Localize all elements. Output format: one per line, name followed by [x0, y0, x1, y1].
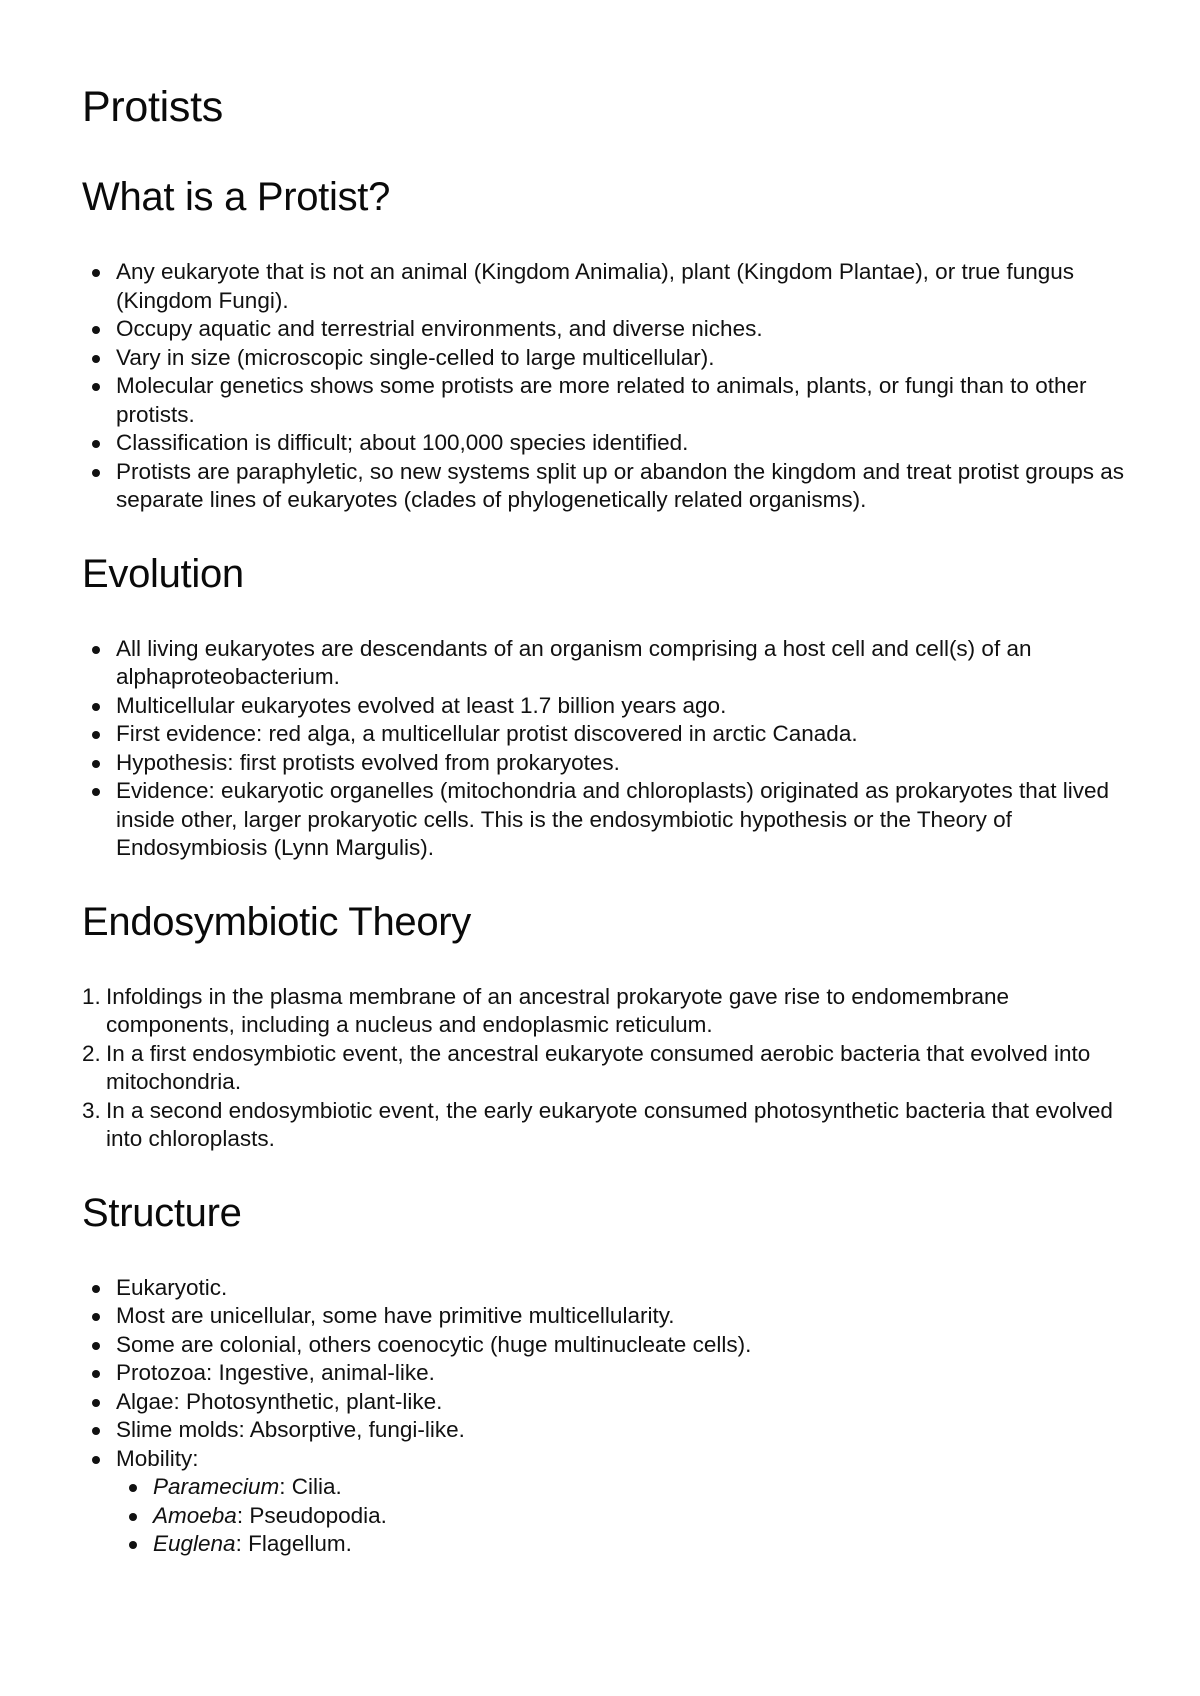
organism-name: Amoeba	[153, 1502, 237, 1528]
sublist-item	[153, 1473, 1142, 1502]
list-item-text: Mobility:	[116, 1445, 199, 1471]
numbered-list-item	[82, 1097, 1142, 1154]
list-item: Occupy aquatic and terrestrial environments, and diverse niches.	[116, 315, 1142, 344]
list-item: Slime molds: Absorptive, fungi-like.	[116, 1416, 1142, 1445]
endosymbiotic-steps-list	[82, 983, 1142, 1154]
section-heading-structure: Structure	[82, 1190, 242, 1235]
list-item: Protists are paraphyletic, so new systems split up or abandon the kingdom and treat protist groups as separate lines of eukaryotes (clades of phylogenetically related organisms).	[116, 458, 1142, 515]
numbered-list-item	[82, 983, 1142, 1040]
list-item: Classification is difficult; about 100,000 species identified.	[116, 429, 1142, 458]
organism-name: Paramecium	[153, 1474, 280, 1499]
what-is-protist-list	[82, 258, 1142, 515]
list-number: 1.	[82, 983, 101, 1009]
sublist-item	[153, 1530, 1142, 1559]
organism-mobility: : Pseudopodia.	[236, 1502, 387, 1528]
list-item: Some are colonial, others coenocytic (huge multinucleate cells).	[116, 1331, 1142, 1360]
document-page	[82, 78, 1142, 1559]
structure-list	[82, 1274, 1142, 1559]
list-item: Hypothesis: first protists evolved from prokaryotes.	[116, 749, 1142, 778]
section-heading-evolution: Evolution	[82, 551, 244, 596]
list-item: Evidence: eukaryotic organelles (mitochondria and chloroplasts) originated as prokaryotes that lived inside other, larger prokaryotic cells. This is the endosymbiotic hypothesis or the Theory of Endosymbiosis (Lynn Margulis).	[116, 777, 1142, 863]
list-item-text: In a first endosymbiotic event, the ancestral eukaryote consumed aerobic bacteria that evolved into mitochondria.	[106, 1040, 1091, 1094]
list-item: Eukaryotic.	[116, 1274, 1142, 1303]
mobility-sublist	[116, 1473, 1142, 1559]
organism-mobility: : Flagellum.	[235, 1531, 352, 1556]
list-item: Algae: Photosynthetic, plant-like.	[116, 1388, 1142, 1417]
list-item: Protozoa: Ingestive, animal-like.	[116, 1359, 1142, 1388]
evolution-list	[82, 635, 1142, 863]
list-item: Most are unicellular, some have primitive multicellularity.	[116, 1302, 1142, 1331]
list-item: Molecular genetics shows some protists are more related to animals, plants, or fungi than to other protists.	[116, 372, 1142, 429]
section-heading-what-is-a-protist: What is a Protist?	[82, 175, 391, 219]
list-item-text: Infoldings in the plasma membrane of an ancestral prokaryote gave rise to endomembrane components, including a nucleus and endoplasmic reticulum.	[106, 983, 1009, 1037]
section-heading-endosymbiotic-theory: Endosymbiotic Theory	[82, 899, 472, 944]
page-title: Protists	[82, 83, 223, 131]
list-item: All living eukaryotes are descendants of an organism comprising a host cell and cell(s) of an alphaproteobacterium.	[116, 635, 1142, 692]
organism-name: Euglena	[153, 1531, 236, 1556]
list-item: Any eukaryote that is not an animal (Kingdom Animalia), plant (Kingdom Plantae), or true fungus (Kingdom Fungi).	[116, 258, 1142, 315]
list-item-text: In a second endosymbiotic event, the early eukaryote consumed photosynthetic bacteria that evolved into chloroplasts.	[106, 1097, 1113, 1151]
list-item-mobility	[116, 1445, 1142, 1559]
list-item: First evidence: red alga, a multicellular protist discovered in arctic Canada.	[116, 720, 1142, 749]
list-item: Vary in size (microscopic single-celled to large multicellular).	[116, 344, 1142, 373]
sublist-item	[153, 1502, 1142, 1531]
list-item: Multicellular eukaryotes evolved at least 1.7 billion years ago.	[116, 692, 1142, 721]
list-number: 3.	[82, 1097, 101, 1123]
organism-mobility: : Cilia.	[279, 1474, 342, 1499]
numbered-list-item	[82, 1040, 1142, 1097]
list-number: 2.	[82, 1040, 101, 1066]
